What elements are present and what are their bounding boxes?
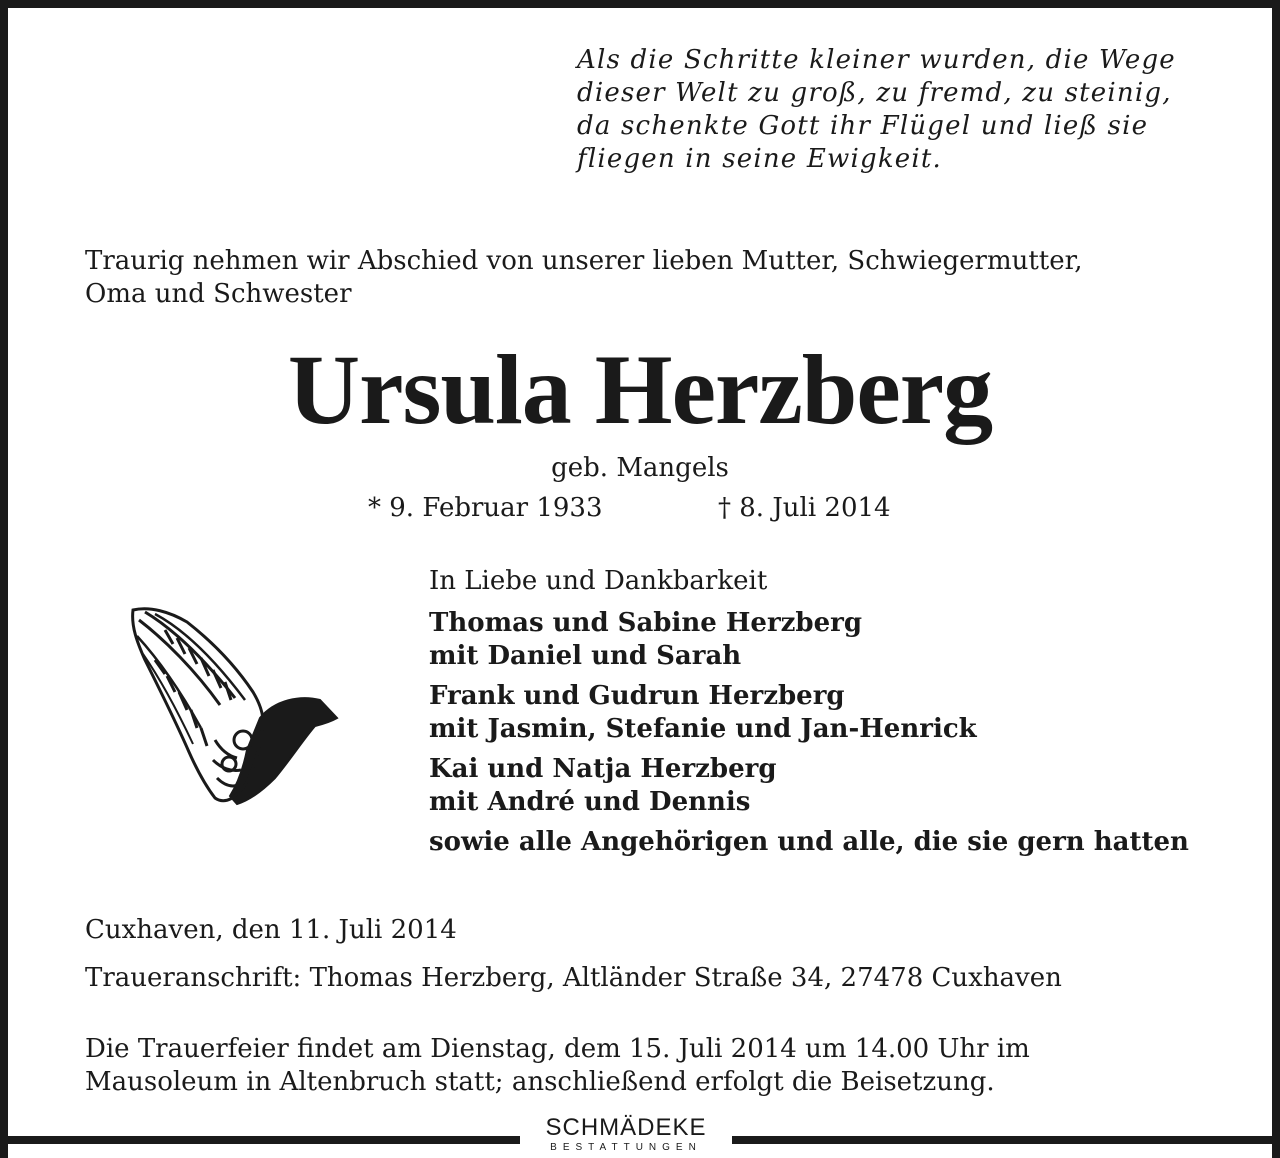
mourner-line: Thomas und Sabine Herzberg [429, 608, 863, 638]
mourner-group [429, 826, 1229, 859]
mourner-group [429, 753, 1229, 819]
mourner-line: mit Daniel und Sarah [429, 641, 742, 671]
mourner-line: Kai und Natja Herzberg [429, 754, 777, 784]
mourner-line: sowie alle Angehörigen und alle, die sie gern hatten [429, 827, 1189, 857]
mourners-list [429, 565, 1229, 866]
ceremony-line: Mausoleum in Altenbruch statt; anschließend erfolgt die Beisetzung. [85, 1067, 995, 1097]
logo-subtitle: BESTATTUNGEN [550, 1142, 702, 1153]
ceremony-text [85, 1033, 1030, 1099]
poem-line: dieser Welt zu groß, zu fremd, zu steinig, [577, 78, 1172, 108]
deceased-name: Ursula Herzberg [287, 334, 993, 445]
intro-line: Oma und Schwester [85, 279, 352, 309]
funeral-home-logo [520, 1112, 732, 1158]
intro-line: Traurig nehmen wir Abschied von unserer lieben Mutter, Schwiegermutter, [85, 246, 1083, 276]
poem-line: Als die Schritte kleiner wurden, die Wege [577, 45, 1176, 75]
ceremony-line: Die Trauerfeier findet am Dienstag, dem 15. Juli 2014 um 14.00 Uhr im [85, 1034, 1030, 1064]
memorial-poem [577, 44, 1217, 176]
mourning-address: Traueranschrift: Thomas Herzberg, Altländer Straße 34, 27478 Cuxhaven [85, 963, 1062, 993]
mourner-group [429, 607, 1229, 673]
thanks-line: In Liebe und Dankbarkeit [429, 566, 768, 596]
poem-line: da schenkte Gott ihr Flügel und ließ sie [577, 111, 1149, 141]
maiden-name: geb. Mangels [551, 453, 729, 483]
intro-text [85, 245, 1205, 311]
place-date: Cuxhaven, den 11. Juli 2014 [85, 915, 457, 945]
praying-hands-icon [125, 600, 345, 810]
mourner-line: mit Jasmin, Stefanie und Jan-Henrick [429, 714, 977, 744]
mourner-line: mit André und Dennis [429, 787, 751, 817]
mourner-line: Frank und Gudrun Herzberg [429, 681, 845, 711]
logo-name: SCHMÄDEKE [545, 1114, 707, 1141]
mourner-group [429, 680, 1229, 746]
birth-date: * 9. Februar 1933 [368, 493, 603, 523]
death-date: † 8. Juli 2014 [718, 493, 891, 523]
poem-line: fliegen in seine Ewigkeit. [577, 144, 943, 174]
